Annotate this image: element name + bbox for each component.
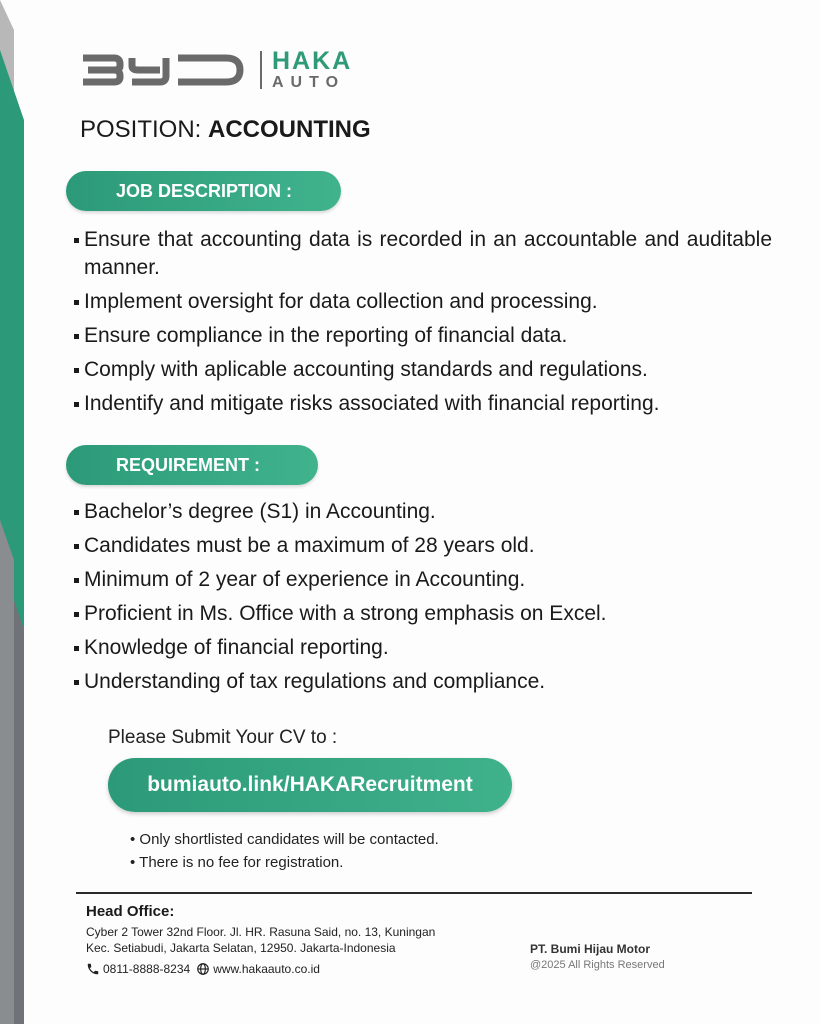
company-name: PT. Bumi Hijau Motor [530, 942, 650, 956]
note-item: • There is no fee for registration. [130, 851, 439, 874]
list-item: Understanding of tax regulations and compliance. [72, 668, 772, 696]
copyright-text: @2025 All Rights Reserved [530, 959, 665, 971]
list-item: Candidates must be a maximum of 28 years old. [72, 532, 772, 560]
phone-number[interactable]: 0811-8888-8234 [103, 962, 191, 976]
job-description-list [72, 226, 772, 424]
auto-wordmark: AUTO [272, 74, 346, 91]
position-name: ACCOUNTING [208, 116, 371, 143]
list-item: Bachelor’s degree (S1) in Accounting. [72, 498, 772, 526]
globe-icon [196, 962, 210, 976]
recruitment-link-button[interactable]: bumiauto.link/HAKARecruitment [108, 758, 512, 812]
notes-list [130, 828, 439, 874]
head-office-block [86, 903, 435, 976]
position-prefix: POSITION: [80, 116, 209, 143]
note-item: • Only shortlisted candidates will be contacted. [130, 828, 439, 851]
list-item: Ensure compliance in the reporting of financial data. [72, 322, 772, 350]
address-line: Kec. Setiabudi, Jakarta Selatan, 12950. Jakarta-Indonesia [86, 941, 396, 955]
side-decoration [0, 0, 30, 1024]
footer-divider [76, 892, 752, 894]
brand-logo [80, 47, 353, 91]
list-item: Knowledge of financial reporting. [72, 634, 772, 662]
byd-logo [80, 52, 246, 88]
list-item: Ensure that accounting data is recorded in an accountable and auditable manner. [72, 226, 772, 282]
list-item: Minimum of 2 year of experience in Accounting. [72, 566, 772, 594]
logo-separator [260, 51, 262, 89]
job-description-heading: JOB DESCRIPTION : [66, 171, 341, 211]
list-item: Comply with aplicable accounting standards and regulations. [72, 356, 772, 384]
position-title [80, 116, 371, 144]
address-line: Cyber 2 Tower 32nd Floor. Jl. HR. Rasuna Said, no. 13, Kuningan [86, 925, 436, 939]
phone-icon [86, 962, 100, 976]
submit-cv-label: Please Submit Your CV to : [108, 727, 338, 748]
contact-row [86, 962, 435, 976]
head-office-label: Head Office: [86, 903, 175, 920]
list-item: Proficient in Ms. Office with a strong emphasis on Excel. [72, 600, 772, 628]
list-item: Indentify and mitigate risks associated with financial reporting. [72, 390, 772, 418]
haka-auto-logo [272, 49, 352, 91]
requirement-heading: REQUIREMENT : [66, 445, 318, 485]
company-block [530, 942, 665, 971]
requirement-list [72, 498, 772, 702]
list-item: Implement oversight for data collection and processing. [72, 288, 772, 316]
website-link[interactable]: www.hakaauto.co.id [213, 962, 320, 976]
haka-wordmark: HAKA [272, 47, 353, 75]
